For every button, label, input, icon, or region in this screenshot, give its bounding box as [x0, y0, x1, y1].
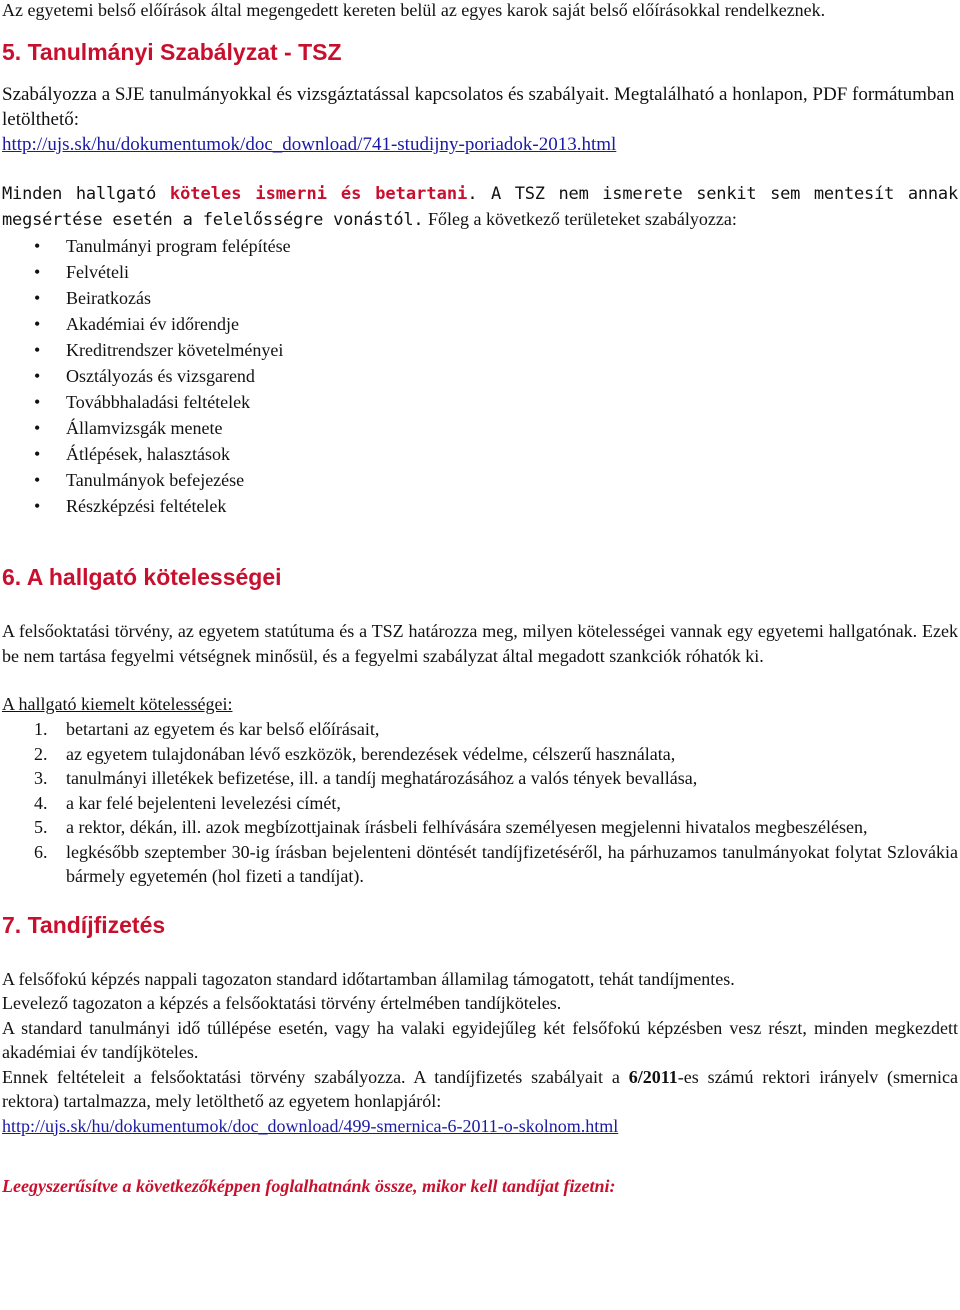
- section-5-paragraph-1: Szabályozza a SJE tanulmányokkal és vizsgáztatással kapcsolatos és szabályait. Megtalálható a honlapon, PDF formátumban letölthető:: [2, 84, 955, 130]
- list-item: 2. az egyetem tulajdonában lévő eszközök, berendezések védelme, célszerű használata,: [34, 743, 676, 764]
- summary-lead-in: Leegyszerűsítve a következőképpen foglalhatnánk össze, mikor kell tandíjat fizetni:: [2, 1176, 616, 1196]
- bullet-icon: •: [34, 392, 41, 412]
- list-item: • Felvételi: [2, 259, 958, 285]
- regulation-topics-list: [2, 233, 958, 519]
- tuition-directive-link[interactable]: http://ujs.sk/hu/dokumentumok/doc_download/499-smernica-6-2011-o-skolnom.html: [2, 1115, 619, 1136]
- section-6-paragraph-1: A felsőoktatási törvény, az egyetem statútuma és a TSZ határozza meg, milyen kötelességei vannak egy egyetemi hallgatónak. Ezek be nem tartása fegyelmi vétségnek minősül, és a fegyelmi szabályzat által megadott szankciók róhatók ki.: [2, 621, 958, 666]
- section-5-heading: 5. Tanulmányi Szabályzat - TSZ: [2, 39, 342, 65]
- bullet-icon: •: [34, 340, 41, 360]
- duties-list: [2, 717, 958, 889]
- list-item: • Akadémiai év időrendje: [2, 311, 958, 337]
- list-item: • Átlépések, halasztások: [2, 441, 958, 467]
- section-7-paragraph-3: A standard tanulmányi idő túllépése esetén, vagy ha valaki egyidejűleg két felsőfokú képzésben vesz részt, minden megkezdett akadémiai év tandíjköteles.: [2, 1017, 958, 1062]
- list-item: • Kreditrendszer követelményei: [2, 337, 958, 363]
- duties-list-title: A hallgató kiemelt kötelességei:: [2, 694, 233, 714]
- directive-number: 6/2011: [628, 1066, 678, 1087]
- section-6-heading: 6. A hallgató kötelességei: [2, 564, 282, 590]
- bullet-icon: •: [34, 444, 41, 464]
- list-item: • Osztályozás és vizsgarend: [2, 363, 958, 389]
- bullet-icon: •: [34, 314, 41, 334]
- list-item: • Továbbhaladási feltételek: [2, 389, 958, 415]
- section-7-heading: 7. Tandíjfizetés: [2, 911, 166, 938]
- section-5-paragraph-2: Minden hallgató köteles ismerni és betartani. A TSZ nem ismerete senkit sem mentesít annak megsértése esetén a felelősségre vonástól. Főleg a következő területeket szabályozza:: [2, 184, 958, 230]
- list-item: 5. a rektor, dékán, ill. azok megbízottjainak írásbeli felhívására személyesen megjelenni hivatalos megbeszélésen,: [34, 817, 868, 837]
- list-item: • Tanulmányok befejezése: [2, 467, 958, 493]
- list-item: • Részképzési feltételek: [2, 493, 958, 519]
- document-page: [2, 0, 958, 1199]
- list-item: 6. legkésőbb szeptember 30-ig írásban bejelenteni döntését tandíjfizetéséről, ha párhuzamos tanulmányokat folytat Szlovákia bármely egyetemén (hol fizeti a tandíjat).: [34, 841, 958, 886]
- list-item: • Beiratkozás: [2, 285, 958, 311]
- section-7-paragraph-1: A felsőfokú képzés nappali tagozaton standard időtartamban államilag támogatott, tehát tandíjmentes.: [2, 968, 735, 989]
- bullet-icon: •: [34, 236, 41, 256]
- list-item: • Tanulmányi program felépítése: [2, 233, 958, 259]
- bullet-icon: •: [34, 366, 41, 386]
- bullet-icon: •: [34, 470, 41, 490]
- bullet-icon: •: [34, 496, 41, 516]
- bullet-icon: •: [34, 418, 41, 438]
- tsz-download-link[interactable]: http://ujs.sk/hu/dokumentumok/doc_download/741-studijny-poriadok-2013.html: [2, 134, 617, 155]
- intro-paragraph: Az egyetemi belső előírások által megengedett kereten belül az egyes karok saját belső előírásokkal rendelkeznek.: [2, 0, 826, 20]
- emphasis-must-know: köteles ismerni és betartani: [169, 184, 468, 204]
- list-item: 3. tanulmányi illetékek befizetése, ill. a tandíj meghatározásához a valós tények bevallása,: [34, 768, 698, 788]
- bullet-icon: •: [34, 288, 41, 308]
- section-7-paragraph-4: Ennek feltételeit a felsőoktatási törvény szabályozza. A tandíjfizetés szabályait a 6/2011-es számú rektori irányelv (smernica rektora) tartalmazza, mely letölthető az egyetem honlapjáról:: [2, 1066, 959, 1111]
- section-7-paragraph-2: Levelező tagozaton a képzés a felsőoktatási törvény értelmében tandíjköteles.: [2, 993, 562, 1013]
- bullet-icon: •: [34, 262, 41, 282]
- list-item: 4. a kar felé bejelenteni levelezési címét,: [34, 792, 341, 813]
- list-item: • Államvizsgák menete: [2, 415, 958, 441]
- list-item: 1. betartani az egyetem és kar belső előírásait,: [34, 719, 380, 739]
